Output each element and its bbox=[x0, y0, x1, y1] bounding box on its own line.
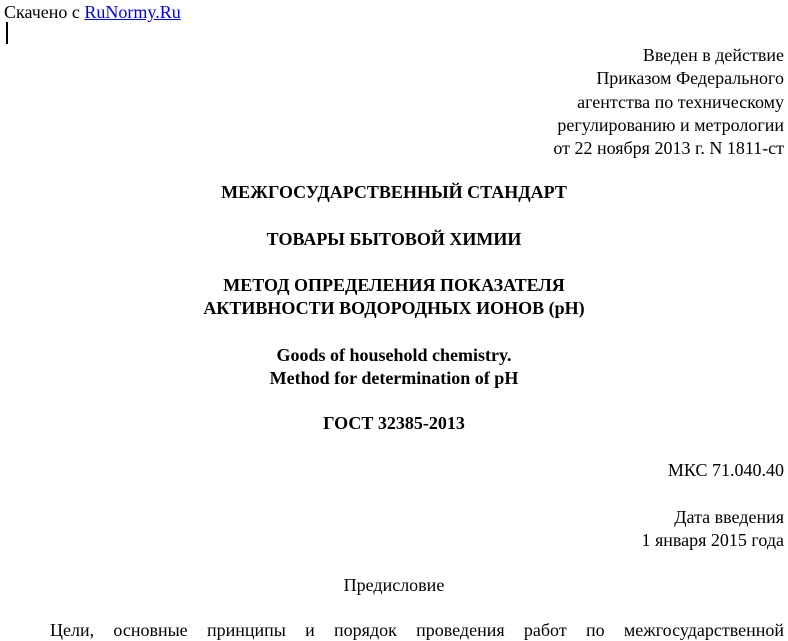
source-prefix: Скачено с bbox=[4, 2, 80, 22]
standard-subject: ТОВАРЫ БЫТОВОЙ ХИМИИ bbox=[266, 229, 522, 249]
source-line bbox=[4, 2, 181, 23]
enactment-line: от 22 ноября 2013 г. N 1811-ст bbox=[553, 138, 784, 159]
intro-date-label: Дата введения bbox=[674, 507, 784, 527]
standard-code: ГОСТ 32385-2013 bbox=[323, 413, 465, 433]
english-title bbox=[0, 344, 788, 390]
source-link[interactable]: RuNormy.Ru bbox=[84, 2, 181, 22]
mks-code: МКС 71.040.40 bbox=[667, 460, 784, 480]
method-title-line1: МЕТОД ОПРЕДЕЛЕНИЯ ПОКАЗАТЕЛЯ bbox=[223, 275, 565, 295]
enactment-line: регулированию и метрологии bbox=[557, 114, 784, 135]
enactment-line: агентства по техническому bbox=[577, 91, 784, 112]
section-heading: Предисловие bbox=[343, 575, 445, 595]
body-paragraph: Цели, основные принципы и порядок проведения работ по межгосударственной bbox=[50, 620, 784, 640]
english-title-line2: Method for determination of pH bbox=[269, 368, 519, 388]
standard-type: МЕЖГОСУДАРСТВЕННЫЙ СТАНДАРТ bbox=[221, 182, 567, 202]
method-title bbox=[0, 274, 788, 320]
enactment-line: Введен в действие bbox=[642, 45, 784, 65]
enactment-line: Приказом Федерального bbox=[596, 68, 784, 89]
english-title-line1: Goods of household chemistry. bbox=[276, 345, 512, 365]
text-cursor bbox=[6, 22, 8, 44]
method-title-line2: АКТИВНОСТИ ВОДОРОДНЫХ ИОНОВ (pH) bbox=[203, 298, 585, 318]
intro-date-value: 1 января 2015 года bbox=[641, 530, 784, 551]
enactment-block bbox=[553, 44, 784, 160]
intro-date-block bbox=[641, 506, 784, 553]
